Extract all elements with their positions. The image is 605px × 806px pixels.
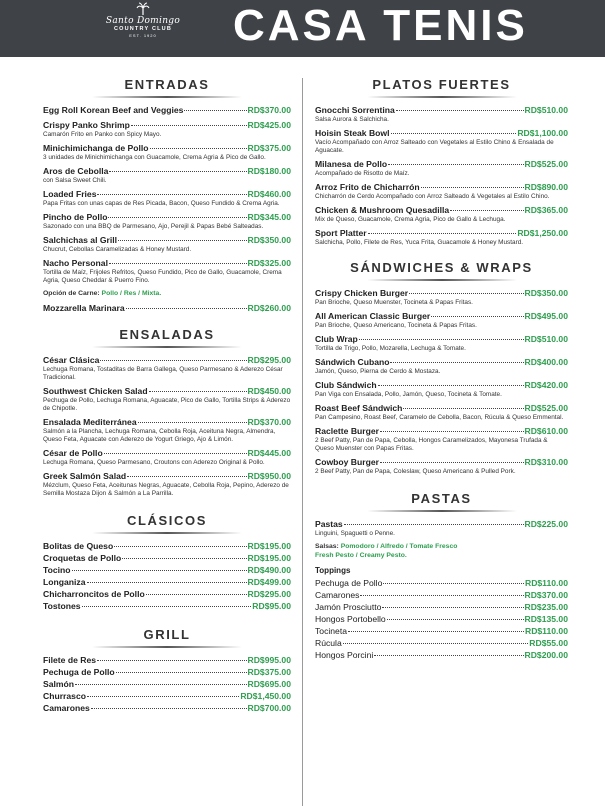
item-name: Hoisin Steak Bowl [315,128,390,138]
menu-item [315,638,568,649]
dot-leader [184,110,246,111]
item-description: Tortilla de Maíz, Frijoles Refritos, Queso Fundido, Pico de Gallo, Guacamole, Crema Agria, Queso Cheddar & Puerro Fino. [43,269,282,284]
menu-item [315,159,568,178]
item-name: Salchichas al Grill [43,235,118,245]
logo-established: EST. 1920 [129,33,157,38]
item-description: Acompañado de Risotto de Maíz. [315,170,410,177]
item-description: Chucrut, Cebollas Caramelizadas & Honey Mustard. [43,246,192,253]
menu-item [43,212,291,231]
item-name: Nacho Personal [43,258,108,268]
left-column [43,76,291,715]
item-price: RD$525.00 [524,159,568,169]
dot-leader [388,164,523,165]
item-name: Milanesa de Pollo [315,159,388,169]
item-description: Vacío Acompañado con Arroz Salteado con Vegetales al Estilo Chino & Ensalada de Aguacate. [315,139,554,154]
dot-leader [72,570,247,571]
item-description: Camarón Frito en Panko con Spicy Mayo. [43,131,162,138]
header-bar [0,0,605,57]
item-name: Rúcula [315,638,342,648]
item-price: RD$1,450.00 [240,691,291,701]
item-name: Gnocchi Sorrentina [315,105,395,115]
dot-leader [131,125,247,126]
item-name: Aros de Cebolla [43,166,109,176]
item-description: Pan Brioche, Queso Americano, Tocineta & Papas Fritas. [315,322,477,329]
sandwiches-list [315,288,568,476]
right-column [315,76,568,662]
menu-item [43,417,291,444]
item-description: Pan Brioche, Queso Muenster, Tocineta & Papas Fritas. [315,299,473,306]
item-price: RD$460.00 [247,189,291,199]
logo-subtitle: COUNTRY CLUB [113,26,173,32]
item-name: Egg Roll Korean Beef and Veggies [43,105,184,115]
menu-item [43,601,291,612]
item-name: Filete de Res [43,655,97,665]
item-name: Camarones [315,590,360,600]
item-name: Sándwich Cubano [315,357,390,367]
grill-list [43,655,291,714]
item-name: Cowboy Burger [315,457,379,467]
item-description: Pan Campesino, Roast Beef, Caramelo de Cebolla, Bacon, Rúcula & Queso Emmental. [315,414,564,421]
item-name: César Clásica [43,355,100,365]
menu-item [43,541,291,552]
logo-script: Santo Domingo [105,16,181,26]
menu-item [315,650,568,661]
item-price: RD$180.00 [247,166,291,176]
item-name: Hongos Portobello [315,614,386,624]
item-price: RD$450.00 [247,386,291,396]
menu-item [315,288,568,307]
menu-item [315,357,568,376]
item-description: Mézclum, Queso Feta, Aceitunas Negras, Aguacate, Cebolla Roja, Pepino, Aderezo de Semilla Mostaza Dijon & Salmón a La Parrilla. [43,482,289,497]
toppings-label: Toppings [315,566,351,575]
entradas-list [43,105,291,285]
dot-leader [109,263,247,264]
menu-item [315,311,568,330]
dot-leader [396,110,524,111]
item-price: RD$370.00 [247,105,291,115]
sauces-note: Salsas: Pomodoro / Alfredo / Tomate Fresco Fresh Pesto / Creamy Pesto. [315,543,458,559]
dot-leader [387,619,524,620]
item-price: RD$995.00 [247,655,291,665]
item-name: Greek Salmón Salad [43,471,127,481]
menu-item [315,426,568,453]
item-name: Bolitas de Queso [43,541,114,551]
menu-item [43,667,291,678]
dot-leader [359,339,524,340]
menu-item [315,380,568,399]
dot-leader [146,594,247,595]
item-name: Croquetas de Pollo [43,553,122,563]
dot-leader [343,643,529,644]
item-price: RD$345.00 [247,212,291,222]
menu-item [43,655,291,666]
item-description: Jamón, Queso, Pierna de Cerdo & Mostaza. [315,368,441,375]
menu-item [315,519,568,538]
dot-leader [97,660,247,661]
item-description: Salmón a la Plancha, Lechuga Romana, Cebolla Roja, Aceituna Negra, Almendra, Queso Feta, Aguacate con Aderezo de Yogurt Griego, Ajo & Limón. [43,428,276,443]
item-name: Tocino [43,565,71,575]
item-name: Minichimichanga de Pollo [43,143,149,153]
dot-leader [431,316,523,317]
item-name: Pechuga de Pollo [43,667,115,677]
item-price: RD$310.00 [524,457,568,467]
dot-leader [87,696,239,697]
item-name: Sport Platter [315,228,367,238]
item-description: 2 Beef Patty, Pan de Papa, Cebolla, Hongos Caramelizados, Mayonesa Trufada & Queso Muenster con Papas Fritas. [315,437,548,452]
item-description: Linguini, Spaguetti o Penne. [315,530,395,537]
club-logo [88,2,198,54]
dot-leader [374,655,523,656]
dot-leader [150,148,247,149]
item-price: RD$370.00 [247,417,291,427]
menu-item [43,565,291,576]
item-price: RD$110.00 [524,626,568,636]
menu-item [315,578,568,589]
menu-item [315,128,568,155]
toppings-list [315,578,568,661]
item-name: Longaniza [43,577,86,587]
item-name: Raclette Burger [315,426,379,436]
dot-leader [100,360,246,361]
item-price: RD$510.00 [524,334,568,344]
item-description: Tortilla de Trigo, Pollo, Mozarella, Lechuga & Tomate. [315,345,466,352]
page-title: CASA TENIS [233,1,528,50]
menu-item [315,334,568,353]
item-price: RD$370.00 [524,590,568,600]
menu-item [43,105,291,116]
item-name: Pechuga de Pollo [315,578,383,588]
item-description: Lechuga Romana, Queso Parmesano, Croutons con Aderezo Original & Pollo. [43,459,265,466]
menu-item [315,602,568,613]
menu-item [315,105,568,124]
item-name: Pastas [315,519,343,529]
menu-item [43,258,291,285]
item-price: RD$55.00 [529,638,568,648]
item-name: Southwest Chicken Salad [43,386,148,396]
column-divider [302,78,303,806]
dot-leader [348,631,524,632]
item-price: RD$610.00 [524,426,568,436]
dot-leader [403,408,523,409]
section-heading-clasicos: CLÁSICOS [43,512,291,534]
item-description: Lechuga Romana, Tostaditas de Barra Gallega, Queso Parmesano & Aderezo César Tradicional. [43,366,283,381]
item-price: RD$295.00 [247,589,291,599]
menu-item [43,589,291,600]
menu-item [43,355,291,382]
menu-item [43,679,291,690]
item-name: Crispy Panko Shrimp [43,120,130,130]
section-heading-ensaladas: ENSALADAS [43,326,291,348]
menu-item [43,703,291,714]
section-heading-platos-fuertes: PLATOS FUERTES [315,76,568,98]
item-description: Mix de Queso, Guacamole, Crema Agria, Pico de Gallo & Lechuga. [315,216,506,223]
dot-leader [368,233,517,234]
menu-item: Mozzarella Marinara RD$260.00 [43,303,291,313]
menu-item [43,386,291,413]
item-name: Jamón Prosciutto [315,602,382,612]
item-price: RD$510.00 [524,105,568,115]
item-name: Ensalada Mediterránea [43,417,137,427]
menu-item [43,235,291,254]
menu-item [43,471,291,498]
dot-leader [104,453,247,454]
item-name: Salmón [43,679,75,689]
item-description: Salchicha, Pollo, Filete de Res, Yuca Frita, Guacamole & Honey Mustard. [315,239,524,246]
dot-leader [380,431,524,432]
dot-leader [87,582,247,583]
item-price: RD$225.00 [524,519,568,529]
item-name: Churrasco [43,691,86,701]
item-description: con Salsa Sweet Chili. [43,177,107,184]
dot-leader [75,684,246,685]
item-name: Roast Beef Sándwich [315,403,403,413]
item-price: RD$295.00 [247,355,291,365]
item-price: RD$445.00 [247,448,291,458]
item-name: Club Sándwich [315,380,377,390]
dot-leader [360,595,523,596]
item-price: RD$490.00 [247,565,291,575]
item-name: Chicharroncitos de Pollo [43,589,145,599]
dot-leader [421,187,524,188]
item-description: Chicharrón de Cerdo Acompañado con Arroz Salteado & Vegetales al Estilo Chino. [315,193,550,200]
item-description: Sazonado con una BBQ de Parmesano, Ajo, Perejil & Papas Bebé Salteadas. [43,223,264,230]
dot-leader [82,606,252,607]
dot-leader [383,583,524,584]
item-name: Chicken & Mushroom Quesadilla [315,205,450,215]
dot-leader [109,171,246,172]
item-name: César de Pollo [43,448,103,458]
item-price: RD$375.00 [247,667,291,677]
item-description: Pan Viga con Ensalada, Pollo, Jamón, Queso, Tocineta & Tomate. [315,391,502,398]
item-name: Tostones [43,601,81,611]
item-price: RD$135.00 [524,614,568,624]
menu-item [43,577,291,588]
item-price: RD$200.00 [524,650,568,660]
item-name: Camarones [43,703,90,713]
menu-item [315,403,568,422]
item-price: RD$700.00 [247,703,291,713]
dot-leader [127,476,246,477]
dot-leader [380,462,524,463]
item-price: RD$235.00 [524,602,568,612]
meat-option-note: Opción de Carne: Pollo / Res / Mixta. [43,290,162,297]
item-description: 3 unidades de Minichimichanga con Guacamole, Crema Agria & Pico de Gallo. [43,154,266,161]
palm-tree-icon [136,2,150,16]
item-price: RD$195.00 [247,553,291,563]
menu-item [43,553,291,564]
dot-leader [116,672,247,673]
section-heading-sandwiches: SÁNDWICHES & WRAPS [315,259,568,281]
dot-leader [390,362,523,363]
item-name: Pincho de Pollo [43,212,108,222]
item-description: Papa Fritas con unas capas de Res Picada, Bacon, Queso Fundido & Crema Agria. [43,200,280,207]
item-price: RD$425.00 [247,120,291,130]
dot-leader [344,524,524,525]
clasicos-list [43,541,291,612]
dot-leader [91,708,247,709]
pastas-list [315,519,568,538]
menu-item [43,691,291,702]
item-price: RD$325.00 [247,258,291,268]
menu-item [43,189,291,208]
item-price: RD$350.00 [524,288,568,298]
item-name: Crispy Chicken Burger [315,288,409,298]
menu-item [315,182,568,201]
item-price: RD$525.00 [524,403,568,413]
item-price: RD$195.00 [247,541,291,551]
menu-item [43,448,291,467]
item-name: Tocineta [315,626,348,636]
item-price: RD$890.00 [524,182,568,192]
item-price: RD$420.00 [524,380,568,390]
item-price: RD$110.00 [524,578,568,588]
item-description: Pechuga de Pollo, Lechuga Romana, Aguacate, Pico de Gallo, Tortilla Strips & Aderezo de Chipotle. [43,397,291,412]
item-name: Loaded Fries [43,189,97,199]
menu-item [315,614,568,625]
item-description: Salsa Aurora & Salchicha. [315,116,389,123]
ensaladas-list [43,355,291,498]
dot-leader [122,558,246,559]
dot-leader [108,217,246,218]
menu-item [315,626,568,637]
menu-item [43,166,291,185]
dot-leader [450,210,523,211]
menu-item [315,590,568,601]
item-price: RD$495.00 [524,311,568,321]
item-name: Arroz Frito de Chicharrón [315,182,420,192]
menu-item [315,457,568,476]
item-name: Hongos Porcini [315,650,374,660]
dot-leader [382,607,523,608]
item-price: RD$365.00 [524,205,568,215]
item-price: RD$400.00 [524,357,568,367]
platos-fuertes-list [315,105,568,247]
menu-item [43,143,291,162]
dot-leader [378,385,524,386]
item-price: RD$1,100.00 [517,128,568,138]
item-price: RD$350.00 [247,235,291,245]
menu-item [43,120,291,139]
item-price: RD$950.00 [247,471,291,481]
item-price: RD$95.00 [252,601,291,611]
item-price: RD$375.00 [247,143,291,153]
section-heading-pastas: PASTAS [315,490,568,512]
item-name: All American Classic Burger [315,311,431,321]
menu-item [315,205,568,224]
item-price: RD$499.00 [247,577,291,587]
dot-leader [114,546,246,547]
dot-leader [409,293,523,294]
item-price: RD$695.00 [247,679,291,689]
dot-leader [118,240,246,241]
dot-leader [391,133,517,134]
dot-leader [149,391,247,392]
item-name: Club Wrap [315,334,358,344]
item-description: 2 Beef Patty, Pan de Papa, Coleslaw, Queso Americano & Pulled Pork. [315,468,516,475]
item-price: RD$1,250.00 [517,228,568,238]
section-heading-grill: GRILL [43,626,291,648]
section-heading-entradas: ENTRADAS [43,76,291,98]
dot-leader [97,194,246,195]
dot-leader [138,422,247,423]
menu-item [315,228,568,247]
